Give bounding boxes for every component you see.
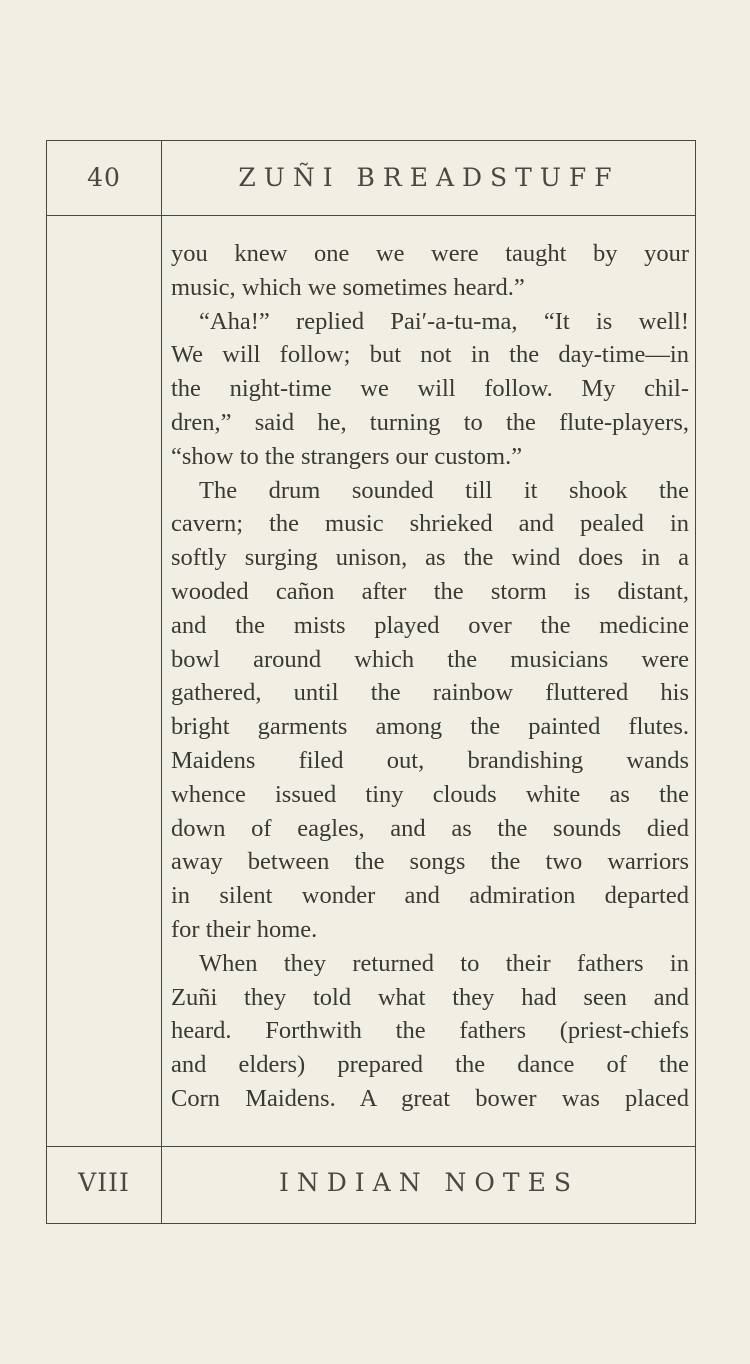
series-title: INDIAN NOTES <box>279 1168 579 1197</box>
text-line: gathered, until the rainbow fluttered his <box>171 679 689 707</box>
series-number: VIII <box>78 1168 130 1197</box>
text-line: softly surging unison, as the wind does in a <box>171 544 689 572</box>
text-line: music, which we sometimes heard.” <box>171 273 525 301</box>
running-footer <box>47 1146 695 1223</box>
text-line: Maidens filed out, brandishing wands <box>171 746 689 774</box>
text-line: down of eagles, and as the sounds died <box>171 814 689 842</box>
text-line: in silent wonder and admiration departed <box>171 882 689 910</box>
text-line: “show to the strangers our custom.” <box>171 442 523 470</box>
text-line: heard. Forthwith the fathers (priest-chiefs <box>171 1017 689 1045</box>
text-line: cavern; the music shrieked and pealed in <box>171 510 689 538</box>
text-line: whence issued tiny clouds white as the <box>171 780 689 808</box>
text-line: When they returned to their fathers in <box>199 949 689 977</box>
text-line: the night-time we will follow. My chil- <box>171 375 689 403</box>
text-line: for their home. <box>171 915 318 943</box>
running-title: ZUÑI BREADSTUFF <box>238 163 620 192</box>
page-number: 40 <box>87 163 121 192</box>
body-text <box>171 237 689 1116</box>
text-line: and elders) prepared the dance of the <box>171 1051 689 1079</box>
text-line: The drum sounded till it shook the <box>199 476 689 504</box>
column-divider <box>161 141 162 1223</box>
text-line: We will follow; but not in the day-time—in <box>171 341 689 369</box>
text-line: bowl around which the musicians were <box>171 645 689 673</box>
text-line: “Aha!” replied Pai′-a-tu-ma, “It is well! <box>199 307 689 335</box>
running-header <box>47 141 695 216</box>
page-frame <box>46 140 696 1224</box>
text-line: Corn Maidens. A great bower was placed <box>171 1084 689 1112</box>
text-line: bright garments among the painted flutes. <box>171 713 689 741</box>
text-line: wooded cañon after the storm is distant, <box>171 577 689 605</box>
text-line: and the mists played over the medicine <box>171 611 689 639</box>
text-line: Zuñi they told what they had seen and <box>171 983 689 1011</box>
text-line: you knew one we were taught by your <box>171 240 689 267</box>
text-line: away between the songs the two warriors <box>171 848 689 876</box>
text-line: dren,” said he, turning to the flute-players, <box>171 408 689 436</box>
